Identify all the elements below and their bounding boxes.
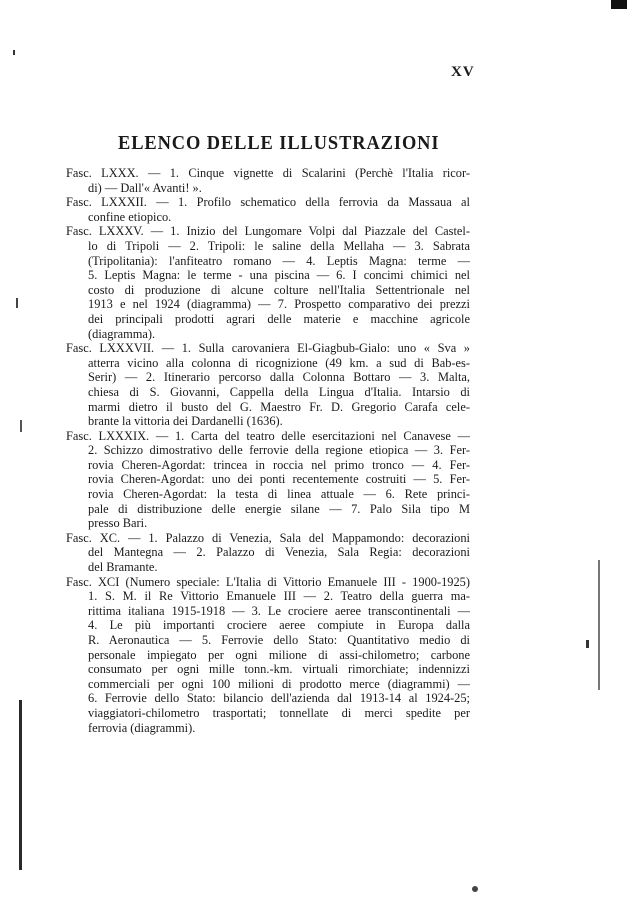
scan-mark-top: [611, 0, 627, 9]
entry-line: brante la vittoria dei Dardanelli (1636).: [88, 414, 283, 429]
illustration-list: [66, 166, 470, 735]
entry-line: viaggiatori-chilometro trasportati; tonnellate di merci spedite per: [88, 705, 470, 720]
list-item: [66, 224, 470, 341]
entry-line: chiesa di S. Giovanni, Cappella della Lingua d'Italia. Intarsio di: [88, 384, 470, 399]
entry-line: costo di produzione di alcune colture nell'Italia Settentrionale nel: [88, 282, 470, 297]
entry-line: rovia Cheren-Agordat: trincea in roccia nel primo tronco — 4. Fer-: [88, 457, 470, 472]
entry-line: del Bramante.: [88, 560, 158, 575]
entry-line: commerciali per ogni 100 milioni di prodotto merce (diagrammi) —: [88, 676, 470, 691]
entry-line: rovia Cheren-Agordat: la testa di linea attuale — 6. Rete princi-: [88, 487, 470, 502]
scan-mark-binding: [19, 700, 22, 870]
entry-heading-line: Fasc. LXXXIX. — 1. Carta del teatro delle esercitazioni nel Canavese —: [66, 428, 470, 443]
list-item: [66, 195, 470, 224]
entry-heading-line: Fasc. LXXX. — 1. Cinque vignette di Scalarini (Perchè l'Italia ricor-: [66, 166, 470, 180]
list-item: [66, 429, 470, 531]
entry-heading-line: Fasc. XCI (Numero speciale: L'Italia di Vittorio Emanuele III - 1900-1925): [66, 574, 470, 589]
entry-line: lo di Tripoli — 2. Tripoli: le saline della Mellaha — 3. Sabrata: [88, 238, 470, 253]
entry-line: ferrovia (diagrammi).: [88, 720, 196, 735]
entry-line: rovia Cheren-Agordat: uno dei ponti recentemente costruiti — 5. Fer-: [88, 472, 470, 487]
entry-line: atterra vicino alla colonna di ricognizione (49 km. a sud di Bab-es-: [88, 355, 470, 370]
entry-line: del Mantegna — 2. Palazzo di Venezia, Sala Regia: decorazioni: [88, 545, 470, 560]
entry-line: (diagramma).: [88, 326, 156, 341]
entry-line: presso Bari.: [88, 516, 148, 531]
entry-heading-line: Fasc. LXXXV. — 1. Inizio del Lungomare Volpi dal Piazzale del Castel-: [66, 224, 470, 239]
list-item: [66, 531, 470, 575]
scan-mark: [20, 420, 22, 432]
entry-line: 5. Leptis Magna: le terme - una piscina — 6. I concimi chimici nel: [88, 268, 470, 283]
entry-line: 1. S. M. il Re Vittorio Emanuele III — 2. Teatro della guerra ma-: [88, 589, 470, 604]
list-item: [66, 166, 470, 195]
entry-line: Serir) — 2. Itinerario percorso dalla Colonna Bottaro — 3. Malta,: [88, 370, 470, 385]
page-title: ELENCO DELLE ILLUSTRAZIONI: [118, 132, 440, 154]
entry-line: 1913 e nel 1924 (diagramma) — 7. Prospetto comparativo dei prezzi: [88, 297, 470, 312]
entry-line: dei principali prodotti agrari delle materie e macchine agricole: [88, 311, 470, 326]
entry-line: rittima italiana 1915-1918 — 3. Le crociere aeree transcontinentali —: [88, 603, 470, 618]
entry-line: consumato per ogni mille tonn.-km. virtuali rimorchiate; indennizzi: [88, 662, 470, 677]
list-item: [66, 341, 470, 429]
entry-heading-line: Fasc. LXXXII. — 1. Profilo schematico della ferrovia da Massaua al: [66, 195, 470, 210]
entry-line: (Tripolitania): l'anfiteatro romano — 4. Leptis Magna: terme —: [88, 253, 470, 268]
entry-line: personale impiegato per ogni milione di assi-chilometro; carbone: [88, 647, 470, 662]
entry-line: di) — Dall'« Avanti! ».: [88, 180, 202, 195]
entry-heading-line: Fasc. XC. — 1. Palazzo di Venezia, Sala del Mappamondo: decorazioni: [66, 530, 470, 545]
entry-line: confine etiopico.: [88, 209, 172, 224]
entry-line: 6. Ferrovie dello Stato: bilancio dell'azienda dal 1913-14 al 1924-25;: [88, 691, 470, 706]
scan-mark: [472, 886, 478, 892]
entry-line: 2. Schizzo dimostrativo delle ferrovie della regione etiopica — 3. Fer-: [88, 443, 470, 458]
entry-heading-line: Fasc. LXXXVII. — 1. Sulla carovaniera El-Giagbub-Gialo: uno « Sva »: [66, 341, 470, 356]
page-number: XV: [451, 64, 475, 80]
entry-line: marmi dietro il busto del G. Maestro Fr. D. Gregorio Carafa cele-: [88, 399, 470, 414]
entry-line: pale di distribuzione delle energie silane — 7. Palo Sila tipo M: [88, 501, 470, 516]
entry-line: 4. Le più importanti crociere aeree compiute in Europa dalla: [88, 618, 470, 633]
list-item: [66, 575, 470, 736]
scan-mark: [16, 298, 18, 308]
scan-mark: [598, 560, 600, 690]
scan-mark: [13, 50, 15, 55]
scan-mark: [586, 640, 589, 648]
entry-line: R. Aeronautica — 5. Ferrovie dello Stato: Quantitativo medio di: [88, 633, 470, 647]
